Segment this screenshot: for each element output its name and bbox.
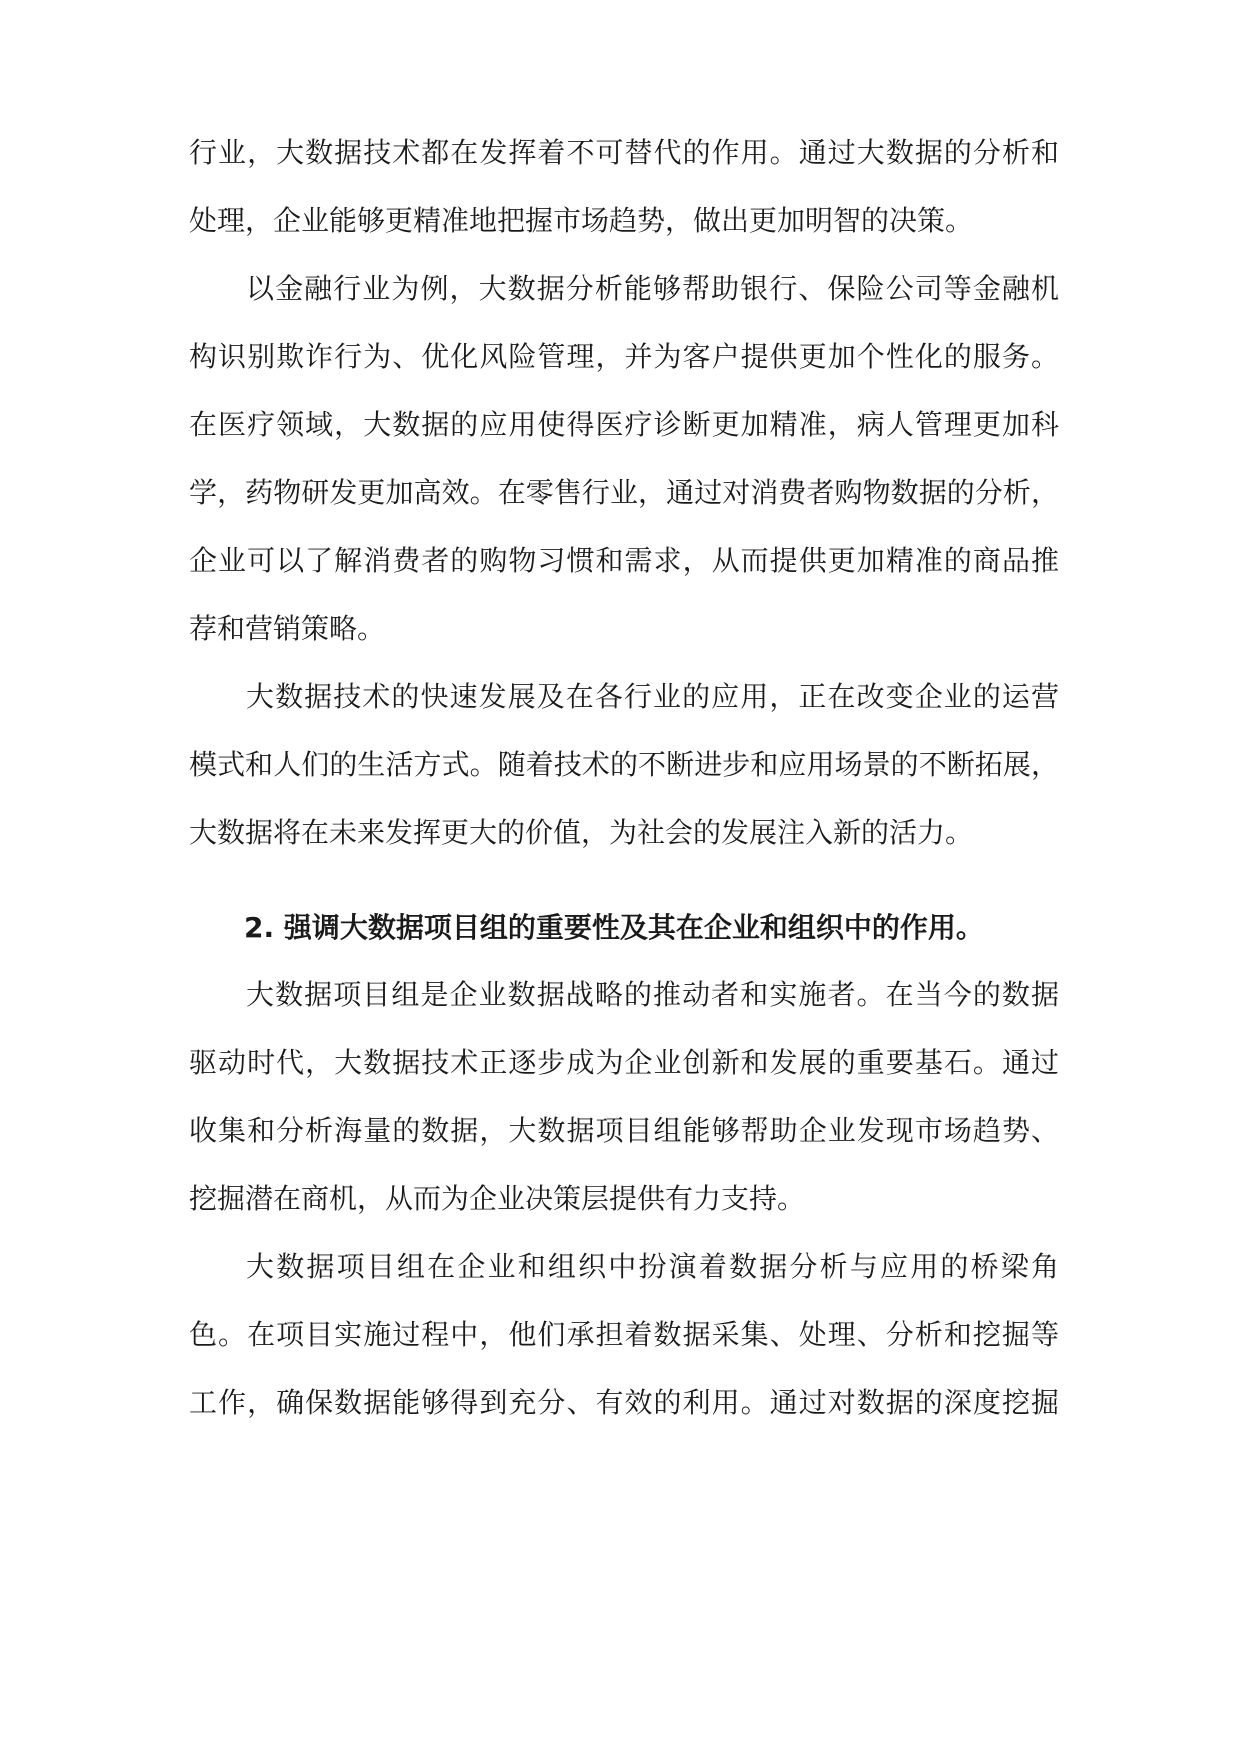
- paragraph-line: 行业，大数据技术都在发挥着不可替代的作用。通过大数据的分析和: [189, 136, 1059, 169]
- paragraph-line: 大数据项目组是企业数据战略的推动者和实施者。在当今的数据: [246, 978, 1059, 1011]
- paragraph-line: 以金融行业为例，大数据分析能够帮助银行、保险公司等金融机: [246, 272, 1059, 305]
- paragraph-line: 工作，确保数据能够得到充分、有效的利用。通过对数据的深度挖掘: [189, 1386, 1059, 1419]
- paragraph-line: 企业可以了解消费者的购物习惯和需求，从而提供更加精准的商品推: [189, 544, 1059, 577]
- paragraph-line: 大数据技术的快速发展及在各行业的应用，正在改变企业的运营: [246, 680, 1059, 713]
- paragraph-line: 学，药物研发更加高效。在零售行业，通过对消费者购物数据的分析，: [189, 476, 1059, 509]
- paragraph-line: 大数据项目组在企业和组织中扮演着数据分析与应用的桥梁角: [246, 1250, 1059, 1283]
- paragraph-line: 色。在项目实施过程中，他们承担着数据采集、处理、分析和挖掘等: [189, 1318, 1059, 1351]
- section-heading: 2. 强调大数据项目组的重要性及其在企业和组织中的作用。: [244, 911, 984, 944]
- paragraph-line: 挖掘潜在商机，从而为企业决策层提供有力支持。: [189, 1182, 806, 1215]
- paragraph-line: 在医疗领域，大数据的应用使得医疗诊断更加精准，病人管理更加科: [189, 408, 1059, 441]
- paragraph-line: 收集和分析海量的数据，大数据项目组能够帮助企业发现市场趋势、: [189, 1114, 1059, 1147]
- paragraph-line: 构识别欺诈行为、优化风险管理，并为客户提供更加个性化的服务。: [189, 340, 1059, 373]
- paragraph-line: 荐和营销策略。: [189, 612, 386, 645]
- paragraph-line: 驱动时代，大数据技术正逐步成为企业创新和发展的重要基石。通过: [189, 1046, 1059, 1079]
- paragraph-line: 处理，企业能够更精准地把握市场趋势，做出更加明智的决策。: [189, 204, 974, 237]
- paragraph-line: 大数据将在未来发挥更大的价值，为社会的发展注入新的活力。: [189, 816, 974, 849]
- paragraph-line: 模式和人们的生活方式。随着技术的不断进步和应用场景的不断拓展，: [189, 748, 1059, 781]
